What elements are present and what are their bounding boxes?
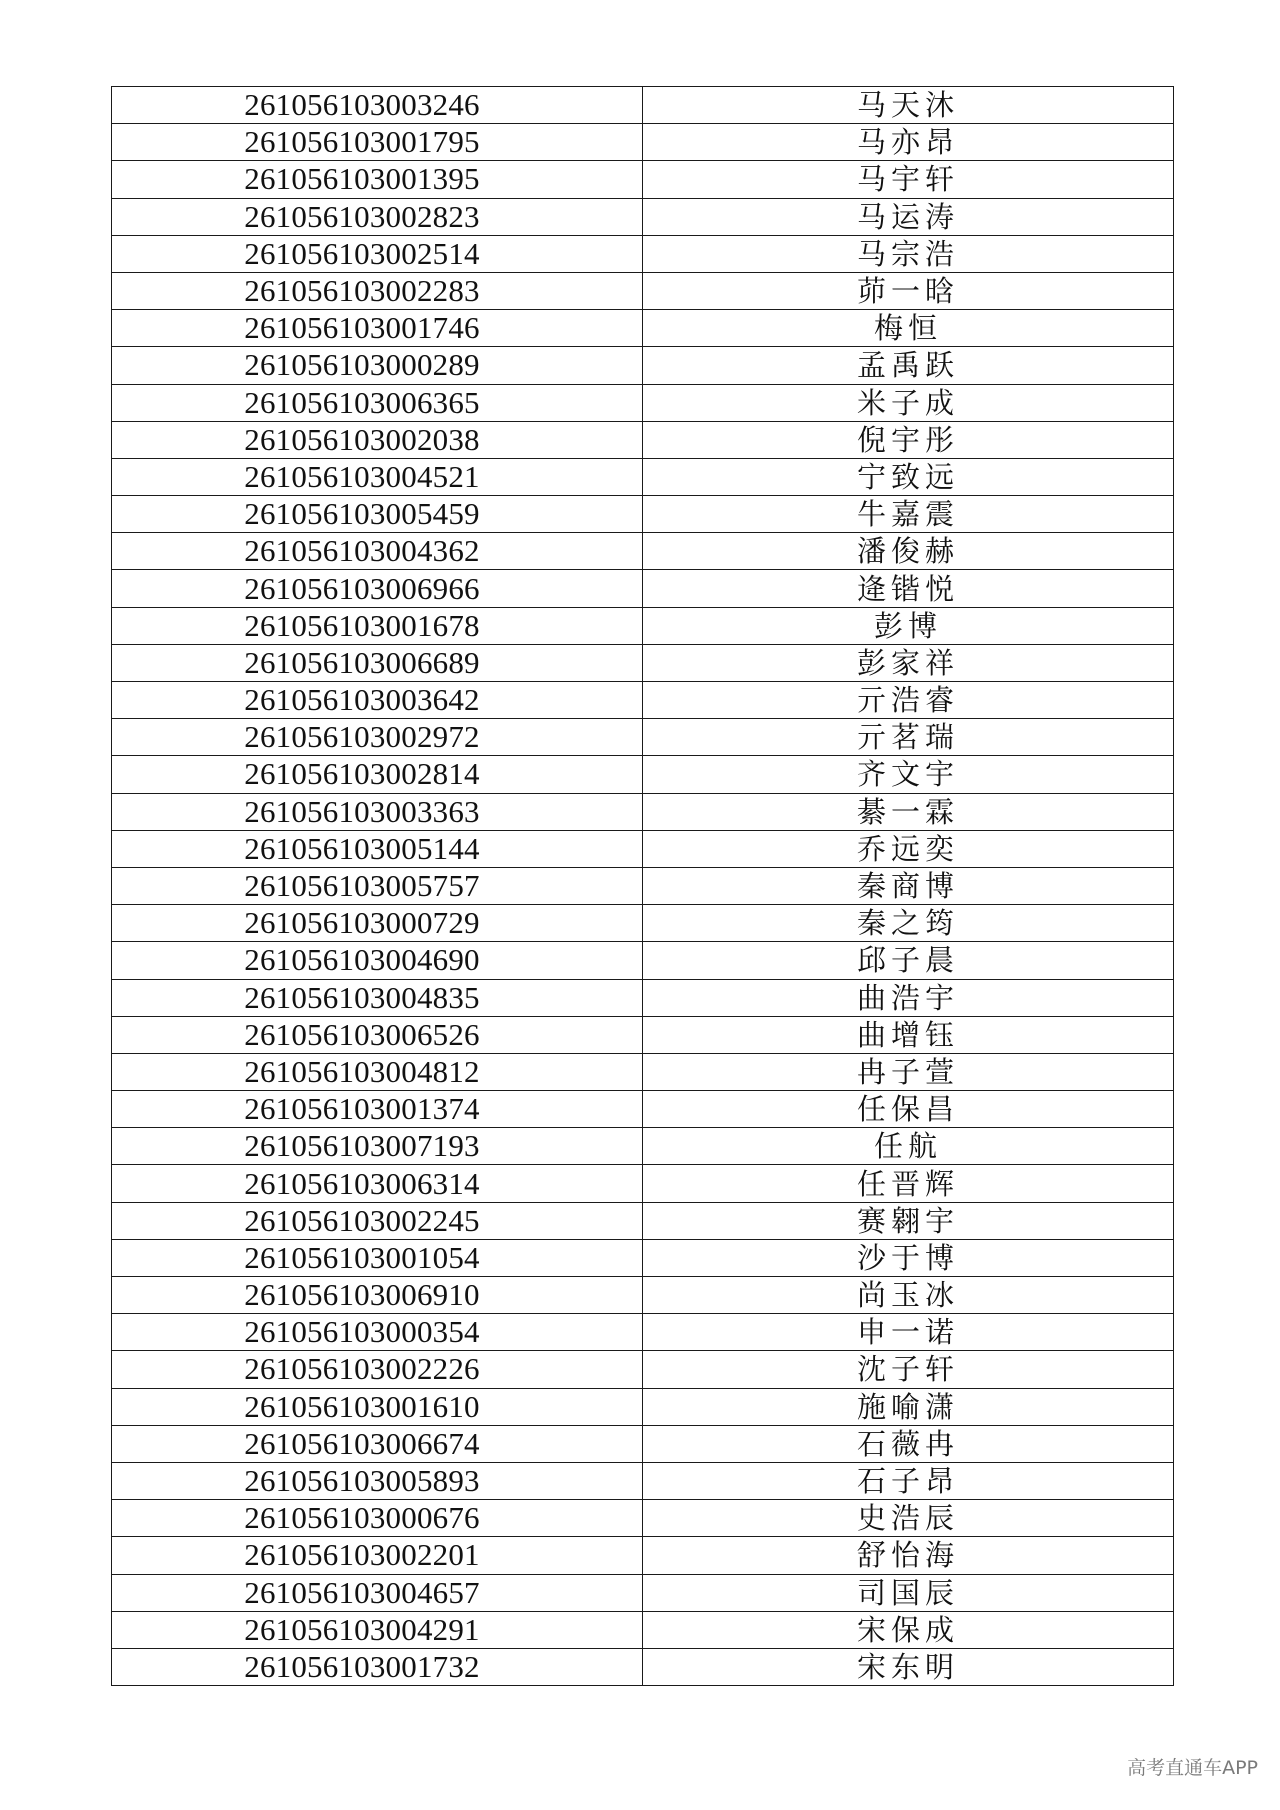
table-row [112, 235, 1174, 272]
table-row [112, 793, 1174, 830]
candidate-name-cell: 彭博 [643, 607, 1174, 644]
candidate-id-cell: 261056103000354 [112, 1314, 643, 1351]
candidate-name-cell: 曲浩宇 [643, 979, 1174, 1016]
candidate-id-cell: 261056103003246 [112, 87, 643, 124]
candidate-name-cell: 任保昌 [643, 1091, 1174, 1128]
candidate-name-cell: 马亦昂 [643, 124, 1174, 161]
table-row [112, 644, 1174, 681]
candidate-id-cell: 261056103001678 [112, 607, 643, 644]
candidate-name-cell: 马运涛 [643, 198, 1174, 235]
candidate-name-cell: 石薇冉 [643, 1425, 1174, 1462]
candidate-id-cell: 261056103004291 [112, 1611, 643, 1648]
table-row [112, 1016, 1174, 1053]
table-row [112, 533, 1174, 570]
candidate-id-cell: 261056103006526 [112, 1016, 643, 1053]
candidate-id-cell: 261056103001374 [112, 1091, 643, 1128]
table-row [112, 458, 1174, 495]
candidate-name-cell: 冉子萱 [643, 1053, 1174, 1090]
candidate-name-cell: 马宇轩 [643, 161, 1174, 198]
candidate-id-cell: 261056103001610 [112, 1388, 643, 1425]
candidate-name-cell: 石子昂 [643, 1462, 1174, 1499]
candidate-name-cell: 任航 [643, 1128, 1174, 1165]
table-row [112, 1314, 1174, 1351]
candidate-name-cell: 齐文宇 [643, 756, 1174, 793]
candidate-name-cell: 司国辰 [643, 1574, 1174, 1611]
table-row [112, 161, 1174, 198]
candidate-id-cell: 261056103002283 [112, 272, 643, 309]
table-row [112, 1537, 1174, 1574]
table-row [112, 1648, 1174, 1685]
table-row [112, 1351, 1174, 1388]
candidate-id-cell: 261056103006966 [112, 570, 643, 607]
candidate-id-cell: 261056103002201 [112, 1537, 643, 1574]
candidate-id-cell: 261056103002972 [112, 719, 643, 756]
candidate-name-cell: 邱子晨 [643, 942, 1174, 979]
candidate-name-cell: 乔远奕 [643, 830, 1174, 867]
candidate-name-cell: 尚玉冰 [643, 1277, 1174, 1314]
candidate-id-cell: 261056103000289 [112, 347, 643, 384]
candidate-id-cell: 261056103002814 [112, 756, 643, 793]
candidate-name-cell: 綦一霖 [643, 793, 1174, 830]
candidate-name-cell: 马宗浩 [643, 235, 1174, 272]
candidate-id-cell: 261056103002823 [112, 198, 643, 235]
candidate-id-cell: 261056103004362 [112, 533, 643, 570]
table-row [112, 1202, 1174, 1239]
candidate-name-cell: 宁致远 [643, 458, 1174, 495]
candidate-name-cell: 彭家祥 [643, 644, 1174, 681]
candidate-name-cell: 舒怡海 [643, 1537, 1174, 1574]
watermark-text: 高考直通车APP [1127, 1757, 1258, 1779]
candidate-name-cell: 梅恒 [643, 310, 1174, 347]
table-row [112, 87, 1174, 124]
candidate-id-cell: 261056103006674 [112, 1425, 643, 1462]
candidate-name-cell: 申一诺 [643, 1314, 1174, 1351]
table-row [112, 1611, 1174, 1648]
candidate-id-cell: 261056103004690 [112, 942, 643, 979]
candidate-id-cell: 261056103003363 [112, 793, 643, 830]
table-row [112, 570, 1174, 607]
candidate-name-cell: 亓浩睿 [643, 682, 1174, 719]
candidate-name-cell: 孟禹跃 [643, 347, 1174, 384]
table-row [112, 1462, 1174, 1499]
table-row [112, 198, 1174, 235]
table-row [112, 1053, 1174, 1090]
candidate-id-cell: 261056103006689 [112, 644, 643, 681]
candidate-name-cell: 赛翱宇 [643, 1202, 1174, 1239]
candidate-name-cell: 亓茗瑞 [643, 719, 1174, 756]
candidate-name-cell: 施喻潇 [643, 1388, 1174, 1425]
candidate-name-cell: 倪宇彤 [643, 421, 1174, 458]
table-row [112, 756, 1174, 793]
candidate-id-cell: 261056103001795 [112, 124, 643, 161]
table-body [112, 87, 1174, 1686]
candidate-name-cell: 沈子轩 [643, 1351, 1174, 1388]
table-row [112, 496, 1174, 533]
table-row [112, 272, 1174, 309]
candidate-id-cell: 261056103000676 [112, 1500, 643, 1537]
table-row [112, 1425, 1174, 1462]
table-row [112, 1091, 1174, 1128]
candidate-id-cell: 261056103005459 [112, 496, 643, 533]
candidate-id-cell: 261056103005144 [112, 830, 643, 867]
candidate-name-cell: 马天沐 [643, 87, 1174, 124]
table-row [112, 1165, 1174, 1202]
candidate-id-cell: 261056103004521 [112, 458, 643, 495]
candidate-id-cell: 261056103004812 [112, 1053, 643, 1090]
table-row [112, 830, 1174, 867]
candidate-name-cell: 沙于博 [643, 1239, 1174, 1276]
candidate-id-cell: 261056103001054 [112, 1239, 643, 1276]
candidate-id-cell: 261056103003642 [112, 682, 643, 719]
candidate-id-cell: 261056103002226 [112, 1351, 643, 1388]
candidate-id-cell: 261056103006910 [112, 1277, 643, 1314]
table-row [112, 979, 1174, 1016]
candidate-name-cell: 茆一晗 [643, 272, 1174, 309]
table-row [112, 310, 1174, 347]
candidate-id-cell: 261056103006314 [112, 1165, 643, 1202]
candidate-id-cell: 261056103002514 [112, 235, 643, 272]
candidate-id-cell: 261056103005757 [112, 867, 643, 904]
candidate-id-cell: 261056103004657 [112, 1574, 643, 1611]
candidate-name-cell: 米子成 [643, 384, 1174, 421]
table-row [112, 1500, 1174, 1537]
candidate-id-cell: 261056103001732 [112, 1648, 643, 1685]
candidate-id-cell: 261056103002245 [112, 1202, 643, 1239]
candidate-name-cell: 秦商博 [643, 867, 1174, 904]
table-row [112, 719, 1174, 756]
table-row [112, 347, 1174, 384]
candidate-name-cell: 任晋辉 [643, 1165, 1174, 1202]
candidate-id-cell: 261056103000729 [112, 905, 643, 942]
candidate-id-cell: 261056103002038 [112, 421, 643, 458]
candidate-id-cell: 261056103006365 [112, 384, 643, 421]
candidate-name-cell: 秦之筠 [643, 905, 1174, 942]
table-row [112, 1574, 1174, 1611]
table-row [112, 421, 1174, 458]
table-row [112, 682, 1174, 719]
table-row [112, 942, 1174, 979]
candidate-id-cell: 261056103001746 [112, 310, 643, 347]
candidate-table [111, 86, 1174, 1686]
candidate-name-cell: 逄锴悦 [643, 570, 1174, 607]
table-row [112, 867, 1174, 904]
table-row [112, 1277, 1174, 1314]
candidate-name-cell: 曲增钰 [643, 1016, 1174, 1053]
candidate-id-cell: 261056103004835 [112, 979, 643, 1016]
table-row [112, 607, 1174, 644]
table-row [112, 384, 1174, 421]
candidate-id-cell: 261056103005893 [112, 1462, 643, 1499]
table-row [112, 1239, 1174, 1276]
candidate-name-cell: 宋保成 [643, 1611, 1174, 1648]
table-row [112, 1128, 1174, 1165]
candidate-name-cell: 宋东明 [643, 1648, 1174, 1685]
candidate-name-cell: 牛嘉震 [643, 496, 1174, 533]
candidate-id-cell: 261056103007193 [112, 1128, 643, 1165]
candidate-id-cell: 261056103001395 [112, 161, 643, 198]
table-row [112, 1388, 1174, 1425]
table-row [112, 905, 1174, 942]
candidate-name-cell: 史浩辰 [643, 1500, 1174, 1537]
table-row [112, 124, 1174, 161]
candidate-name-cell: 潘俊赫 [643, 533, 1174, 570]
